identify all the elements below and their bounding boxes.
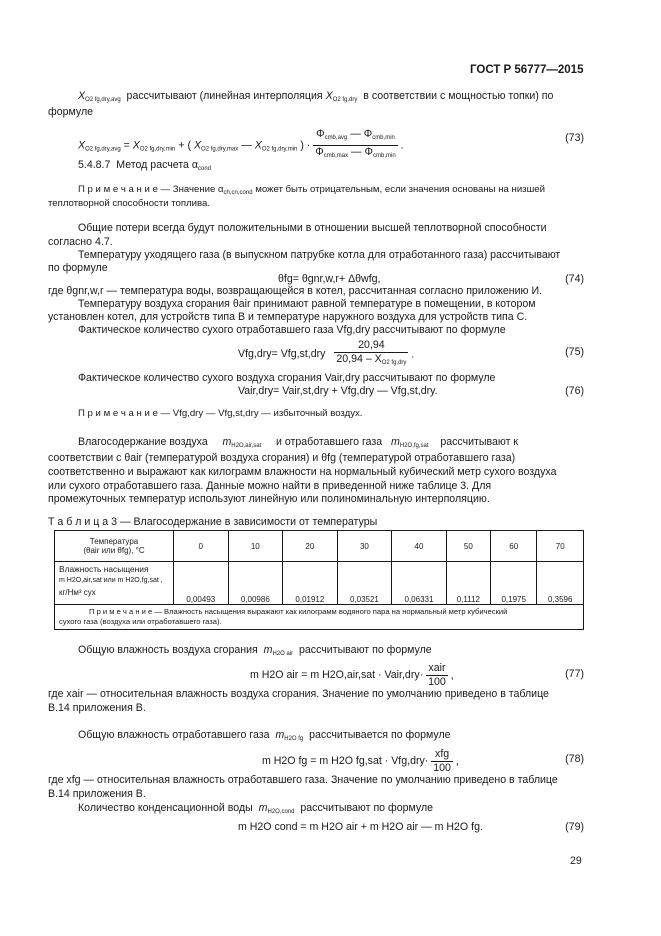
equation-76: Vair,dry= Vair,st,dry + Vfg,dry — Vfg,st,dry.: [238, 385, 438, 397]
temp-cell: 40: [392, 531, 447, 562]
para9: Общую влажность воздуха сгорания $m_{H2O air}$ рассчитывают по формуле: [78, 644, 432, 657]
eq76-number: (76): [565, 385, 584, 397]
table-row-temperature: [55, 531, 584, 562]
equation-79: m H2O cond = m H2O air + m H2O air — m H2O fg.: [238, 821, 483, 833]
value-cell: 0,06331: [392, 562, 447, 605]
para4: где θgnr,w,r — температура воды, возвращающейся в котел, рассчитанная согласно приложению И.: [48, 285, 543, 297]
para2-line1: Общие потери всегда будут положительными в отношении высшей теплотворной способности: [78, 222, 547, 234]
symbol-x2-sub: O2 fg,dry: [332, 97, 358, 103]
value-cell: 0,00493: [174, 562, 229, 605]
para12-line1: где xfg — относительная влажность отработавшего газа. Значение по умолчанию приведено в таблице: [48, 774, 558, 786]
value-cell: 0,01912: [283, 562, 338, 605]
para-xo2-line1: $X_{O2 fg,dry,avg}$ рассчитывают (линейная интерполяция $X_{O2 fg,dry}$ в соответствии с мощностью топки) по: [78, 90, 554, 103]
eq77-number: (77): [565, 668, 584, 680]
equation-75: Vfg,dry= Vfg,st,dry $\frac{20,94}{20,94 - X_{O2 fg,dry}}$ .: [238, 339, 415, 366]
standard-header: ГОСТ Р 56777—2015: [470, 64, 584, 76]
para11: Общую влажность отработавшего газа $m_{H2O fg}$ рассчитывается по формуле: [78, 729, 451, 742]
table3-caption: Т а б л и ц а 3 — Влагосодержание в зависимости от температуры: [48, 516, 378, 528]
para-xo2-line2: формуле: [48, 106, 94, 118]
eq73-lhs-sub: O2 fg,dry,avg: [85, 146, 121, 153]
para3-line2: по формуле: [48, 262, 108, 274]
note1-line1: П р и м е ч а н и е — Значение $\alpha_{ch,cn,cond}$ может быть отрицательным, если значения основаны на низшей: [78, 184, 545, 196]
note2: П р и м е ч а н и е — Vfg,dry — Vfg,st,dry — избыточный воздух.: [78, 408, 363, 419]
temp-cell: 50: [446, 531, 490, 562]
para-xo2-text2: в соответствии с мощностью топки) по: [363, 90, 554, 102]
symbol-x-sub: O2 fg,dry,avg: [85, 97, 121, 103]
para-xo2-text1: рассчитывают (линейная интерполяция: [126, 90, 323, 102]
para8-line4: или сухого отработавшего газа. Данные можно найти в приведенной ниже таблице 3. Для: [48, 480, 492, 492]
symbol-x: X: [78, 90, 86, 102]
para12-line2: В.14 приложения В.: [48, 788, 146, 800]
eq73-t1-sub: O2 fg,dry,min: [139, 146, 176, 153]
para3-line1: Температуру уходящего газа (в выпускном патрубке котла для отработанного газа) рассчитывают: [78, 249, 561, 261]
para10-line1: где xair — относительная влажность воздуха сгорания. Значение по умолчанию приведено в таблице: [48, 688, 549, 700]
value-cell: 0,03521: [337, 562, 392, 605]
value-cell: 0,1112: [446, 562, 490, 605]
para8-line5: промежуточных температур используют линейную или полиноминальную интерполяцию.: [48, 493, 490, 505]
eq78-number: (78): [565, 753, 584, 765]
para6: Фактическое количество сухого отработавшего газа Vfg,dry рассчитывают по формуле: [78, 324, 506, 336]
value-cell: 0,3596: [537, 562, 584, 605]
table-row-humidity: [55, 562, 584, 605]
table-note-row: [55, 605, 584, 630]
para5-line2: установлен котел, для устройств типа В и температуре наружного воздуха для устройств типа С.: [48, 311, 528, 323]
equation-74: θfg= θgnr,w,r+ Δθwfg,: [278, 273, 381, 285]
eq73-fraction: $\frac{\Phi_{cmb,avg} — \Phi_{cmb,min}}{\Phi_{cmb,max} — \Phi_{cmb,min}}$: [315, 128, 396, 159]
section-heading: 5.4.8.7 Метод расчета $\alpha_{cond}$: [78, 159, 212, 172]
table-header-temperature: Температура (θair или θfg), °С: [55, 531, 174, 562]
eq74-number: (74): [565, 273, 584, 285]
eq75-numerator: 20,94: [334, 339, 408, 353]
temp-cell: 10: [228, 531, 283, 562]
temp-cell: 30: [337, 531, 392, 562]
temp-cell: 0: [174, 531, 229, 562]
eq73-number: (73): [565, 132, 584, 144]
value-cell: 0,1975: [491, 562, 537, 605]
temp-cell: 70: [537, 531, 584, 562]
equation-73: $X_{O2 fg,dry,avg} = X_{O2 fg,dry,min}$ + ( $X_{O2 fg,dry,max}$ — $X_{O2 fg,dry,min}$ ) · $\frac{\Phi_{cmb,avg} — \Phi_{cmb,min}}{\Phi_{cmb,max} — \Phi_{cmb,min}}$ .: [78, 128, 404, 163]
para8-line3: соответственно и выражают как килограмм влажности на нормальный кубический метр сухого воздуха: [48, 466, 557, 478]
table-note: П р и м е ч а н и е — Влажность насыщения выражают как килограмм водяного пара на нормальный метр кубический сухого газа (воздуха или отработавшего газа).: [55, 605, 584, 630]
equation-78: m H2O fg = m H2O fg,sat · Vfg,dry· $\frac{\text{xfg}}{100}$ ,: [262, 748, 459, 774]
humidity-table: [54, 530, 584, 630]
equation-77: m H2O air = m H2O,air,sat · Vair,dry· $\frac{\text{xair}}{100}$ ,: [250, 662, 454, 688]
note1-line2: теплотворной способности топлива.: [48, 198, 211, 209]
para8-line2: соответствии с θair (температурой воздуха сгорания) и θfg (температурой отработавшего газа): [48, 452, 516, 464]
temp-cell: 20: [283, 531, 338, 562]
eq73-t3-sub: O2 fg,dry,min: [261, 146, 298, 153]
para10-line2: В.14 приложения В.: [48, 702, 146, 714]
para13: Количество конденсационной воды $m_{H2O,cond}$ рассчитывают по формуле: [78, 802, 434, 815]
page-number: 29: [570, 855, 582, 867]
para2-line2: согласно 4.7.: [48, 236, 113, 248]
eq79-number: (79): [565, 821, 584, 833]
para8-line1: Влагосодержание воздуха $m_{H2O,air,sat}$ и отработавшего газа $m_{H2O,fg,sat}$ рассчитывают к: [78, 436, 519, 449]
temp-cell: 60: [491, 531, 537, 562]
value-cell: 0,00986: [228, 562, 283, 605]
eq75-number: (75): [565, 346, 584, 358]
para7: Фактическое количество сухого воздуха сгорания Vair,dry рассчитывают по формуле: [78, 372, 496, 384]
table-header-humidity: Влажность насыщения m H2O,air,sat или m H2O,fg,sat , кг/Нм³ сух: [55, 562, 174, 605]
eq73-t2-sub: O2 fg,dry,max: [201, 146, 239, 153]
para5-line1: Температуру воздуха сгорания θair принимают равной температуре в помещении, в котором: [78, 298, 536, 310]
